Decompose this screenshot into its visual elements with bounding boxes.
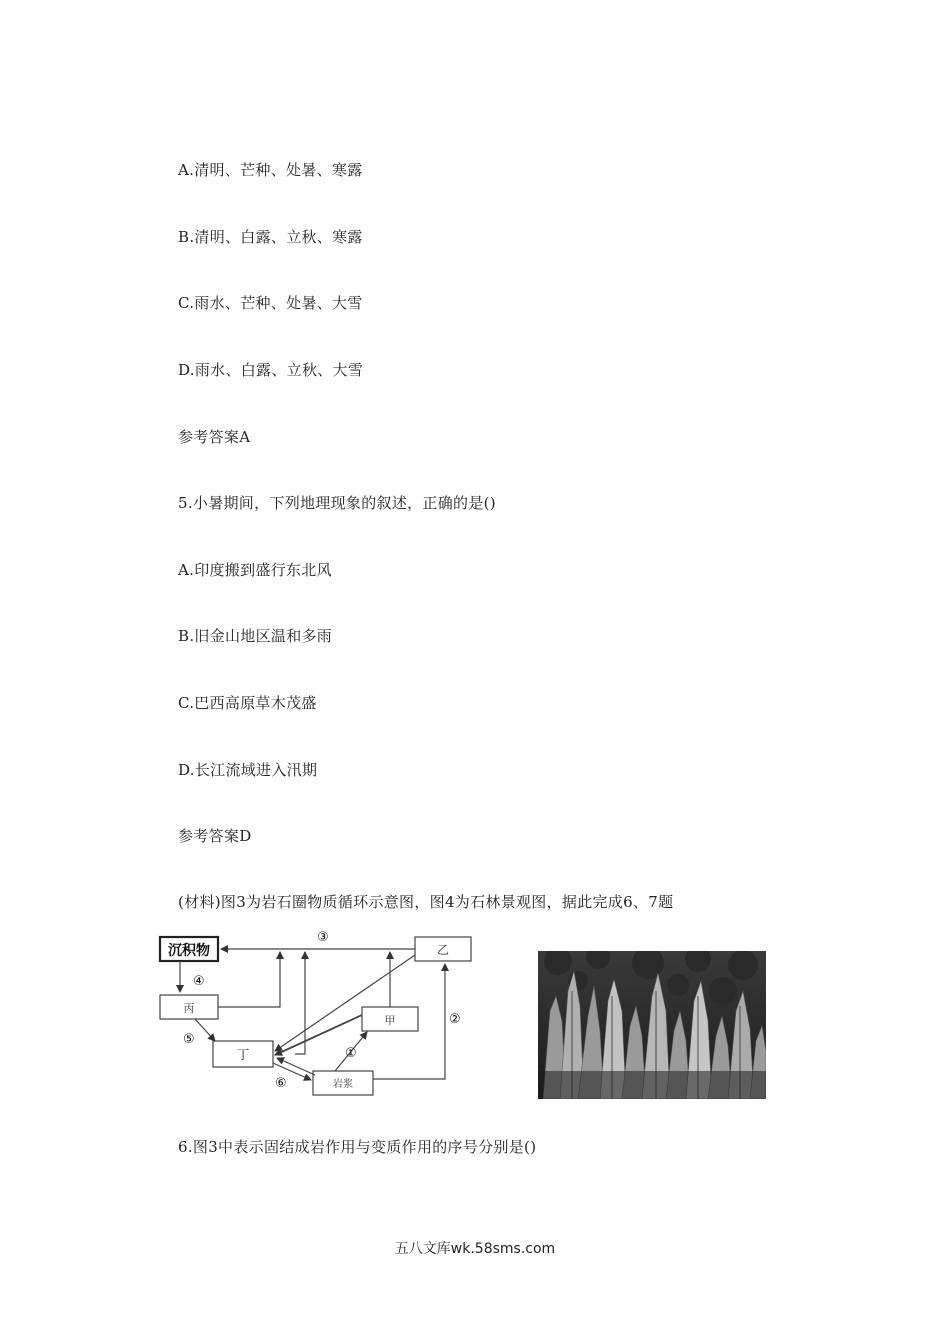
rock-cycle-diagram	[155, 925, 475, 1100]
num-5: ⑤	[183, 1032, 195, 1047]
doc-line-3: C.雨水、芒种、处暑、大雪	[178, 294, 363, 312]
option-5b: B.旧金山地区温和多雨	[178, 627, 333, 645]
stone-forest-photo	[538, 951, 766, 1099]
num-6: ⑥	[275, 1076, 287, 1091]
question-6: 6.图3中表示固结成岩作用与变质作用的序号分别是()	[178, 1138, 537, 1156]
label-bing: 丙	[183, 1002, 195, 1015]
num-4: ④	[193, 974, 205, 989]
option-5d: D.长江流域进入汛期	[178, 761, 318, 779]
option-5c: C.巴西高原草木茂盛	[178, 694, 317, 712]
doc-line-1: A.清明、芒种、处暑、寒露	[178, 161, 363, 179]
num-2: ②	[449, 1012, 461, 1027]
num-1: ①	[345, 1046, 357, 1061]
label-sediment: 沉积物	[168, 943, 210, 959]
label-ding: 丁	[236, 1048, 250, 1063]
question-5: 5.小暑期间，下列地理现象的叙述，正确的是()	[178, 494, 496, 512]
label-yi: 乙	[436, 943, 450, 957]
footer-watermark: 五八文库wk.58sms.com	[394, 1241, 556, 1257]
option-5a: A.印度搬到盛行东北风	[178, 561, 332, 579]
answer-line-1: 参考答案A	[178, 428, 251, 446]
material-intro: (材料)图3为岩石圈物质循环示意图，图4为石林景观图，据此完成6、7题	[178, 893, 674, 911]
label-magma: 岩浆	[333, 1079, 353, 1090]
doc-line-2: B.清明、白露、立秋、寒露	[178, 228, 363, 246]
doc-line-4: D.雨水、白露、立秋、大雪	[178, 361, 364, 379]
num-3: ③	[317, 930, 329, 945]
answer-line-2: 参考答案D	[178, 827, 252, 845]
label-jia: 甲	[384, 1014, 396, 1027]
